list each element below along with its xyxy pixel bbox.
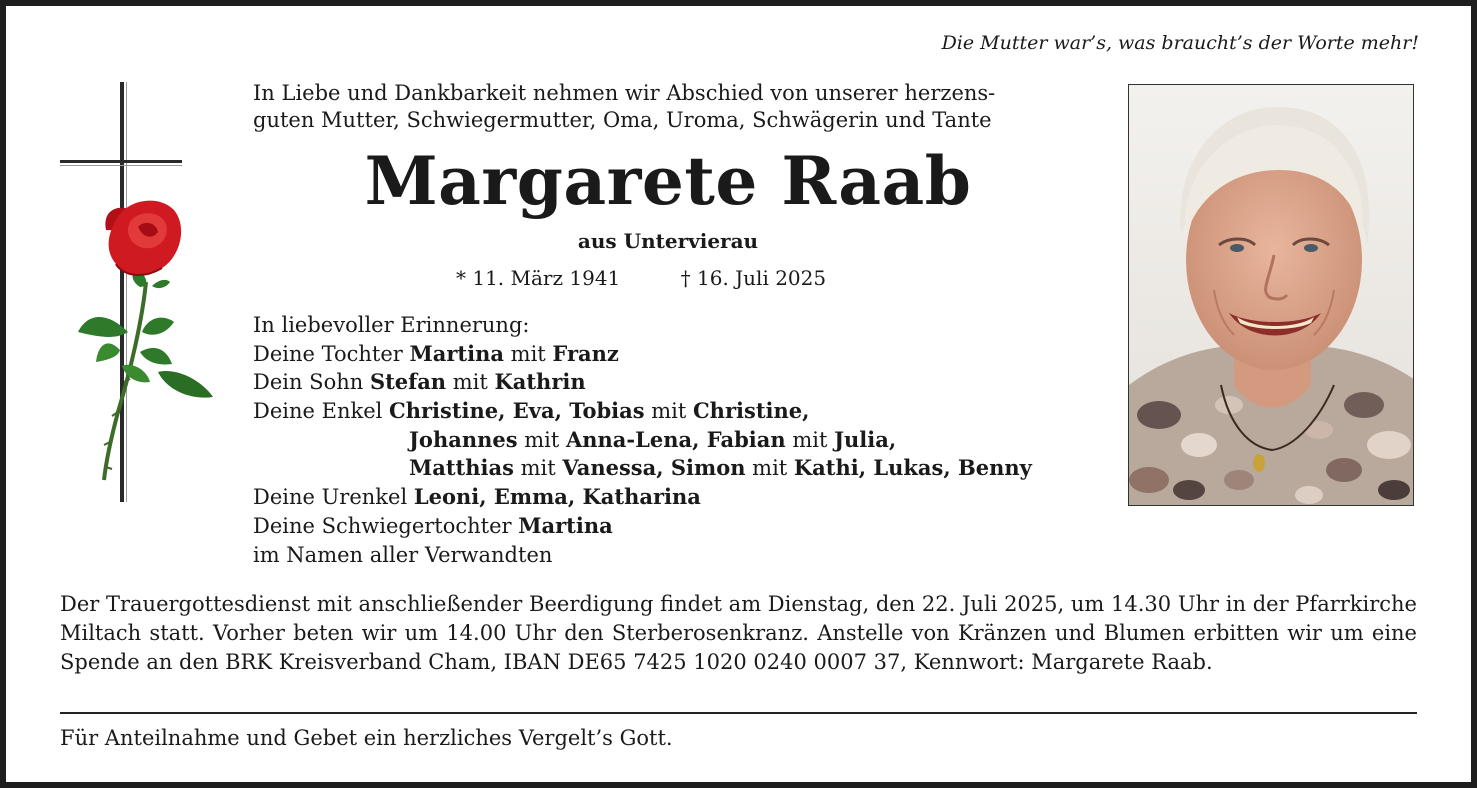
- family-name: Julia,: [834, 426, 897, 452]
- motto: Die Mutter war’s, was braucht’s der Worte mehr!: [941, 32, 1419, 54]
- connector: mit: [513, 456, 563, 481]
- family-row-great-grandchildren: [253, 483, 1032, 512]
- thanks-line: Für Anteilnahme und Gebet ein herzliches Vergelt’s Gott.: [60, 726, 673, 750]
- relation-label: Deine Enkel: [253, 399, 390, 424]
- family-row-daughter-in-law: [253, 512, 1032, 541]
- rose-icon: [78, 201, 213, 480]
- intro-line-2: guten Mutter, Schwiegermutter, Oma, Uroma, Schwägerin und Tante: [253, 108, 992, 132]
- family-name: Anna-Lena, Fabian: [565, 426, 786, 452]
- life-dates: [456, 266, 826, 290]
- portrait-photo: [1128, 84, 1414, 506]
- portrait-icon: [1129, 85, 1414, 506]
- connector: mit: [503, 341, 553, 366]
- family-row-grandchildren-2: [253, 426, 1032, 455]
- family-name: Leoni, Emma, Katharina: [413, 484, 701, 510]
- connector: mit: [785, 427, 835, 452]
- connector: mit: [745, 456, 794, 481]
- intro-line-1: In Liebe und Dankbarkeit nehmen wir Abschied von unserer herzens-: [253, 81, 996, 105]
- relation-label: Deine Tochter: [253, 341, 410, 366]
- family-name: Kathi, Lukas, Benny: [793, 455, 1032, 481]
- relation-label: Deine Schwiegertochter: [253, 513, 519, 538]
- relation-label: Deine Urenkel: [253, 485, 414, 510]
- deceased-name: Margarete Raab: [364, 142, 972, 220]
- family-name: Martina: [518, 512, 613, 538]
- cross-with-rose: [58, 82, 218, 507]
- family-row-grandchildren: [253, 397, 1032, 426]
- family-row-daughter: [253, 340, 1032, 369]
- cross-icon: [60, 82, 182, 502]
- deceased-origin: aus Untervierau: [577, 229, 759, 253]
- service-notice: Der Trauergottesdienst mit anschließender Beerdigung findet am Dienstag, den 22. Juli 2025, um 14.30 Uhr in der Pfarrkirche Miltach statt. Vorher beten wir um 14.00 Uhr den Sterberosenkranz. Anstelle von Kränzen und Blumen erbitten wir um eine Spende an den BRK Kreisverband Cham, IBAN DE65 7425 1020 0240 0007 37, Kennwort: Margarete Raab.: [60, 592, 1417, 674]
- family-closing: im Namen aller Verwandten: [253, 542, 553, 567]
- relation-label: Dein Sohn: [253, 370, 370, 395]
- family-name: Johannes: [409, 426, 518, 452]
- divider: [60, 712, 1417, 714]
- connector: mit: [446, 370, 495, 395]
- death-date: † 16. Juli 2025: [680, 266, 827, 290]
- intro-text: [253, 80, 995, 134]
- remembrance-heading: In liebevoller Erinnerung:: [253, 313, 530, 337]
- family-name: Matthias: [409, 455, 514, 481]
- family-name: Christine, Eva, Tobias: [389, 398, 645, 424]
- family-row-son: [253, 368, 1032, 397]
- family-name: Franz: [552, 340, 619, 366]
- family-name: Vanessa, Simon: [562, 455, 746, 481]
- family-row-grandchildren-3: [253, 454, 1032, 483]
- connector: mit: [644, 399, 693, 424]
- family-name: Christine,: [692, 398, 810, 424]
- family-name: Kathrin: [494, 369, 586, 395]
- family-name: Stefan: [369, 369, 447, 395]
- family-name: Martina: [409, 340, 504, 366]
- mourners-list: [253, 311, 1032, 569]
- connector: mit: [517, 427, 566, 452]
- birth-date: * 11. März 1941: [456, 266, 621, 290]
